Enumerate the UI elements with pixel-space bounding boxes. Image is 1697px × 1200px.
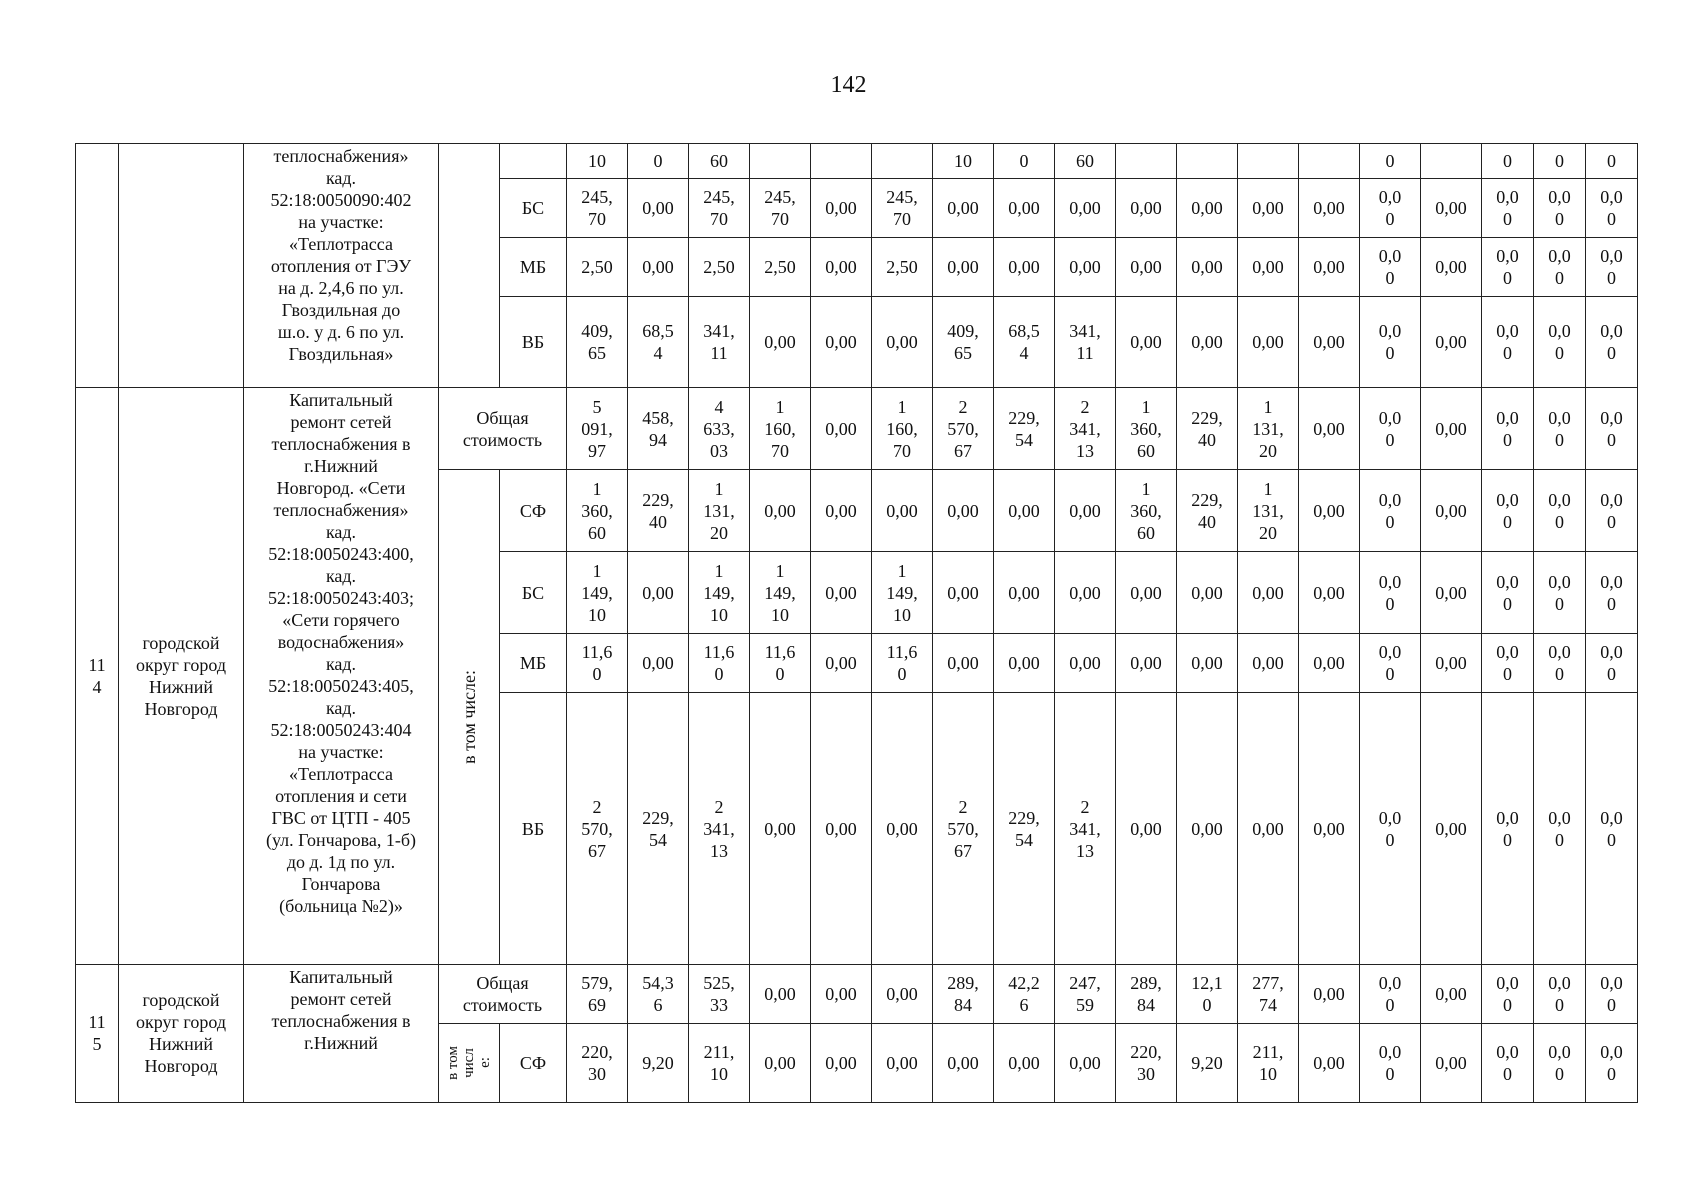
value-cell: 0 xyxy=(1360,144,1421,179)
municipality-cell xyxy=(119,144,244,388)
value-cell: 0,00 xyxy=(1421,297,1482,388)
value-cell: 0,00 xyxy=(811,470,872,552)
value-cell xyxy=(1299,144,1360,179)
value-cell: 0 xyxy=(1482,144,1534,179)
value-cell xyxy=(811,144,872,179)
including-label-cell xyxy=(439,1024,500,1103)
value-cell: 0,0 0 xyxy=(1534,388,1586,470)
value-cell: 0,0 0 xyxy=(1586,297,1638,388)
value-cell: 0,0 0 xyxy=(1586,1024,1638,1103)
value-cell: 9,20 xyxy=(628,1024,689,1103)
value-cell xyxy=(1177,144,1238,179)
value-cell: 0,00 xyxy=(811,297,872,388)
value-cell: 220, 30 xyxy=(567,1024,628,1103)
total-cost-label: Общая стоимость xyxy=(439,388,567,470)
value-cell: 289, 84 xyxy=(1116,965,1177,1024)
value-cell: 0,0 0 xyxy=(1586,552,1638,634)
value-cell: 0,00 xyxy=(1238,238,1299,297)
value-cell: 68,5 4 xyxy=(628,297,689,388)
value-cell: 0,0 0 xyxy=(1534,634,1586,693)
value-cell: 0,0 0 xyxy=(1482,1024,1534,1103)
including-label: в том числ е: xyxy=(445,1046,493,1080)
value-cell: 0,0 0 xyxy=(1482,965,1534,1024)
value-cell: 1 160, 70 xyxy=(750,388,811,470)
value-cell xyxy=(750,144,811,179)
value-cell: 0,00 xyxy=(933,634,994,693)
value-cell: 0,00 xyxy=(933,1024,994,1103)
value-cell: 0,0 0 xyxy=(1534,965,1586,1024)
value-cell: 0,0 0 xyxy=(1360,693,1421,965)
value-cell: 60 xyxy=(1055,144,1116,179)
value-cell: 1 149, 10 xyxy=(750,552,811,634)
source-cell: ВБ xyxy=(500,297,567,388)
source-cell xyxy=(500,144,567,179)
value-cell: 1 149, 10 xyxy=(689,552,750,634)
value-cell: 0,0 0 xyxy=(1534,179,1586,238)
value-cell: 0,00 xyxy=(811,238,872,297)
value-cell: 0,00 xyxy=(1421,470,1482,552)
value-cell: 0,00 xyxy=(994,470,1055,552)
value-cell xyxy=(1238,144,1299,179)
value-cell: 0,0 0 xyxy=(1482,552,1534,634)
value-cell: 0,00 xyxy=(994,552,1055,634)
value-cell: 0,00 xyxy=(1116,552,1177,634)
value-cell: 0,00 xyxy=(1238,179,1299,238)
value-cell: 0,0 0 xyxy=(1586,238,1638,297)
value-cell: 245, 70 xyxy=(872,179,933,238)
value-cell: 0,00 xyxy=(628,238,689,297)
value-cell: 0,0 0 xyxy=(1534,693,1586,965)
value-cell: 0,0 0 xyxy=(1360,552,1421,634)
value-cell: 9,20 xyxy=(1177,1024,1238,1103)
value-cell: 0,00 xyxy=(750,297,811,388)
value-cell: 2 570, 67 xyxy=(933,388,994,470)
value-cell: 2,50 xyxy=(689,238,750,297)
table-row xyxy=(76,965,1638,1024)
value-cell: 0,00 xyxy=(1421,693,1482,965)
value-cell: 0,00 xyxy=(1421,634,1482,693)
value-cell: 0,00 xyxy=(628,552,689,634)
value-cell: 211, 10 xyxy=(689,1024,750,1103)
value-cell: 229, 40 xyxy=(1177,470,1238,552)
value-cell: 0,00 xyxy=(1299,179,1360,238)
value-cell: 0,00 xyxy=(1238,634,1299,693)
value-cell: 1 360, 60 xyxy=(1116,388,1177,470)
value-cell: 0,0 0 xyxy=(1482,297,1534,388)
value-cell: 11,6 0 xyxy=(689,634,750,693)
value-cell: 0,00 xyxy=(872,693,933,965)
value-cell: 0,00 xyxy=(933,238,994,297)
value-cell: 525, 33 xyxy=(689,965,750,1024)
source-cell: ВБ xyxy=(500,693,567,965)
value-cell: 0,00 xyxy=(750,470,811,552)
value-cell: 0,00 xyxy=(1055,1024,1116,1103)
value-cell: 2 341, 13 xyxy=(1055,388,1116,470)
source-cell: БС xyxy=(500,179,567,238)
value-cell: 11,6 0 xyxy=(750,634,811,693)
value-cell: 0,00 xyxy=(1421,179,1482,238)
source-cell: МБ xyxy=(500,634,567,693)
value-cell: 2,50 xyxy=(567,238,628,297)
value-cell: 60 xyxy=(689,144,750,179)
value-cell: 0,00 xyxy=(1299,965,1360,1024)
value-cell: 0,0 0 xyxy=(1586,693,1638,965)
value-cell: 0,0 0 xyxy=(1360,388,1421,470)
value-cell: 0,00 xyxy=(872,965,933,1024)
value-cell: 0,00 xyxy=(811,693,872,965)
value-cell: 42,2 6 xyxy=(994,965,1055,1024)
value-cell: 0,00 xyxy=(994,179,1055,238)
value-cell: 289, 84 xyxy=(933,965,994,1024)
value-cell: 0,00 xyxy=(994,634,1055,693)
value-cell: 1 131, 20 xyxy=(1238,388,1299,470)
value-cell: 0,00 xyxy=(750,965,811,1024)
value-cell: 229, 54 xyxy=(994,693,1055,965)
value-cell: 0,00 xyxy=(933,179,994,238)
value-cell: 0,0 0 xyxy=(1360,470,1421,552)
value-cell: 0,00 xyxy=(872,297,933,388)
value-cell: 0,00 xyxy=(1421,238,1482,297)
source-cell: СФ xyxy=(500,1024,567,1103)
value-cell: 2,50 xyxy=(872,238,933,297)
value-cell: 579, 69 xyxy=(567,965,628,1024)
value-cell: 0,0 0 xyxy=(1586,179,1638,238)
value-cell: 0,00 xyxy=(872,470,933,552)
value-cell: 0,0 0 xyxy=(1534,238,1586,297)
value-cell: 0,0 0 xyxy=(1586,634,1638,693)
value-cell: 0,00 xyxy=(1116,238,1177,297)
source-cell: БС xyxy=(500,552,567,634)
value-cell: 1 149, 10 xyxy=(567,552,628,634)
value-cell: 0,00 xyxy=(1177,634,1238,693)
row-number-cell xyxy=(76,144,119,388)
value-cell: 11,6 0 xyxy=(872,634,933,693)
value-cell: 0,0 0 xyxy=(1534,1024,1586,1103)
value-cell: 0,00 xyxy=(811,634,872,693)
value-cell: 0,00 xyxy=(1116,297,1177,388)
value-cell: 0,00 xyxy=(1299,470,1360,552)
value-cell: 211, 10 xyxy=(1238,1024,1299,1103)
value-cell: 0,00 xyxy=(1299,1024,1360,1103)
value-cell: 0,00 xyxy=(811,179,872,238)
value-cell: 0,00 xyxy=(1177,238,1238,297)
value-cell: 0,00 xyxy=(811,965,872,1024)
value-cell: 0,00 xyxy=(1116,179,1177,238)
value-cell: 0 xyxy=(1534,144,1586,179)
project-description: Капитальный ремонт сетей теплоснабжения в г.Нижний xyxy=(244,965,439,1103)
value-cell: 0,00 xyxy=(1238,552,1299,634)
value-cell: 2,50 xyxy=(750,238,811,297)
value-cell: 0,00 xyxy=(1177,552,1238,634)
value-cell: 5 091, 97 xyxy=(567,388,628,470)
value-cell: 0,00 xyxy=(872,1024,933,1103)
value-cell: 0,00 xyxy=(1299,388,1360,470)
value-cell: 0,00 xyxy=(1299,552,1360,634)
value-cell: 10 xyxy=(933,144,994,179)
value-cell: 1 160, 70 xyxy=(872,388,933,470)
source-cell: СФ xyxy=(500,470,567,552)
municipality-cell: городской округ город Нижний Новгород xyxy=(119,388,244,965)
value-cell: 277, 74 xyxy=(1238,965,1299,1024)
value-cell: 0,0 0 xyxy=(1360,179,1421,238)
value-cell: 0,00 xyxy=(1238,297,1299,388)
value-cell: 0,0 0 xyxy=(1482,238,1534,297)
value-cell: 0,00 xyxy=(1421,552,1482,634)
value-cell: 0 xyxy=(994,144,1055,179)
value-cell: 0,00 xyxy=(1299,634,1360,693)
value-cell: 0,0 0 xyxy=(1360,238,1421,297)
value-cell: 0,00 xyxy=(1238,693,1299,965)
value-cell: 0,00 xyxy=(1055,470,1116,552)
value-cell: 1 131, 20 xyxy=(1238,470,1299,552)
value-cell: 0,00 xyxy=(1116,634,1177,693)
value-cell: 0,00 xyxy=(811,552,872,634)
value-cell: 0,0 0 xyxy=(1534,470,1586,552)
value-cell: 0,00 xyxy=(750,1024,811,1103)
value-cell: 0,00 xyxy=(933,552,994,634)
value-cell: 4 633, 03 xyxy=(689,388,750,470)
value-cell: 1 360, 60 xyxy=(1116,470,1177,552)
value-cell: 0,0 0 xyxy=(1482,634,1534,693)
table-row xyxy=(76,388,1638,470)
value-cell: 245, 70 xyxy=(567,179,628,238)
value-cell: 0,0 0 xyxy=(1586,965,1638,1024)
value-cell: 1 149, 10 xyxy=(872,552,933,634)
value-cell: 0,00 xyxy=(811,1024,872,1103)
including-label: в том числе: xyxy=(459,670,479,764)
value-cell: 0,0 0 xyxy=(1534,552,1586,634)
value-cell: 0,00 xyxy=(1055,634,1116,693)
value-cell: 0,00 xyxy=(1055,238,1116,297)
value-cell: 0,0 0 xyxy=(1482,179,1534,238)
value-cell: 0,0 0 xyxy=(1586,470,1638,552)
value-cell: 229, 54 xyxy=(628,693,689,965)
value-cell: 245, 70 xyxy=(689,179,750,238)
value-cell: 247, 59 xyxy=(1055,965,1116,1024)
value-cell: 0,00 xyxy=(628,634,689,693)
value-cell: 0,0 0 xyxy=(1360,634,1421,693)
value-cell: 0 xyxy=(1586,144,1638,179)
value-cell: 0,00 xyxy=(1299,297,1360,388)
row-number-cell: 11 5 xyxy=(76,965,119,1103)
value-cell: 68,5 4 xyxy=(994,297,1055,388)
project-description: Капитальный ремонт сетей теплоснабжения в г.Нижний Новгород. «Сети теплоснабжения» кад. 52:18:0050243:400, кад. 52:18:0050243:403; «Сети горячего водоснабжения» кад. 52:18:0050243:405, кад. 52:18:0050243:404 на участке: «Теплотрасса отопления и сети ГВС от ЦТП - 405 (ул. Гончарова, 1-б) до д. 1д по ул. Гончарова (больница №2)» xyxy=(244,388,439,965)
value-cell: 0,00 xyxy=(994,1024,1055,1103)
value-cell: 245, 70 xyxy=(750,179,811,238)
value-cell: 0,0 0 xyxy=(1534,297,1586,388)
value-cell xyxy=(1421,144,1482,179)
value-cell: 0,0 0 xyxy=(1360,297,1421,388)
value-cell: 409, 65 xyxy=(567,297,628,388)
value-cell: 220, 30 xyxy=(1116,1024,1177,1103)
value-cell: 0,00 xyxy=(1177,297,1238,388)
value-cell: 0,00 xyxy=(1055,179,1116,238)
value-cell: 0,00 xyxy=(628,179,689,238)
value-cell: 0,00 xyxy=(1299,238,1360,297)
value-cell: 2 341, 13 xyxy=(1055,693,1116,965)
value-cell: 54,3 6 xyxy=(628,965,689,1024)
value-cell: 12,1 0 xyxy=(1177,965,1238,1024)
project-description: теплоснабжения» кад. 52:18:0050090:402 на участке: «Теплотрасса отопления от ГЭУ на д. 2,4,6 по ул. Гвоздильная до ш.о. у д. 6 по ул. Гвоздильная» xyxy=(244,144,439,388)
value-cell: 341, 11 xyxy=(689,297,750,388)
value-cell: 0,0 0 xyxy=(1482,470,1534,552)
table-row xyxy=(76,144,1638,179)
value-cell: 10 xyxy=(567,144,628,179)
value-cell xyxy=(872,144,933,179)
value-cell xyxy=(1116,144,1177,179)
value-cell: 0,00 xyxy=(1299,693,1360,965)
value-cell: 0,00 xyxy=(933,470,994,552)
value-cell: 0,0 0 xyxy=(1360,1024,1421,1103)
page-number: 142 xyxy=(830,72,867,98)
value-cell: 0 xyxy=(628,144,689,179)
funding-table xyxy=(75,143,1638,1103)
value-cell: 409, 65 xyxy=(933,297,994,388)
source-cell: МБ xyxy=(500,238,567,297)
value-cell: 1 360, 60 xyxy=(567,470,628,552)
value-cell: 2 570, 67 xyxy=(567,693,628,965)
value-cell: 0,00 xyxy=(1421,965,1482,1024)
row-number-cell: 11 4 xyxy=(76,388,119,965)
value-cell: 0,00 xyxy=(811,388,872,470)
including-label-cell xyxy=(439,470,500,965)
value-cell: 0,0 0 xyxy=(1360,965,1421,1024)
value-cell: 0,0 0 xyxy=(1586,388,1638,470)
value-cell: 0,00 xyxy=(1177,179,1238,238)
value-cell: 458, 94 xyxy=(628,388,689,470)
value-cell: 11,6 0 xyxy=(567,634,628,693)
value-cell: 0,00 xyxy=(994,238,1055,297)
value-cell: 0,00 xyxy=(1116,693,1177,965)
value-cell: 2 570, 67 xyxy=(933,693,994,965)
value-cell: 0,0 0 xyxy=(1482,693,1534,965)
value-cell: 1 131, 20 xyxy=(689,470,750,552)
value-cell: 0,0 0 xyxy=(1482,388,1534,470)
municipality-cell: городской округ город Нижний Новгород xyxy=(119,965,244,1103)
value-cell: 229, 40 xyxy=(1177,388,1238,470)
total-cost-label: Общая стоимость xyxy=(439,965,567,1024)
value-cell: 341, 11 xyxy=(1055,297,1116,388)
value-cell: 0,00 xyxy=(1177,693,1238,965)
value-cell: 0,00 xyxy=(750,693,811,965)
value-cell: 0,00 xyxy=(1055,552,1116,634)
funding-label-cell xyxy=(439,144,500,388)
value-cell: 229, 54 xyxy=(994,388,1055,470)
value-cell: 2 341, 13 xyxy=(689,693,750,965)
value-cell: 0,00 xyxy=(1421,1024,1482,1103)
value-cell: 0,00 xyxy=(1421,388,1482,470)
value-cell: 229, 40 xyxy=(628,470,689,552)
